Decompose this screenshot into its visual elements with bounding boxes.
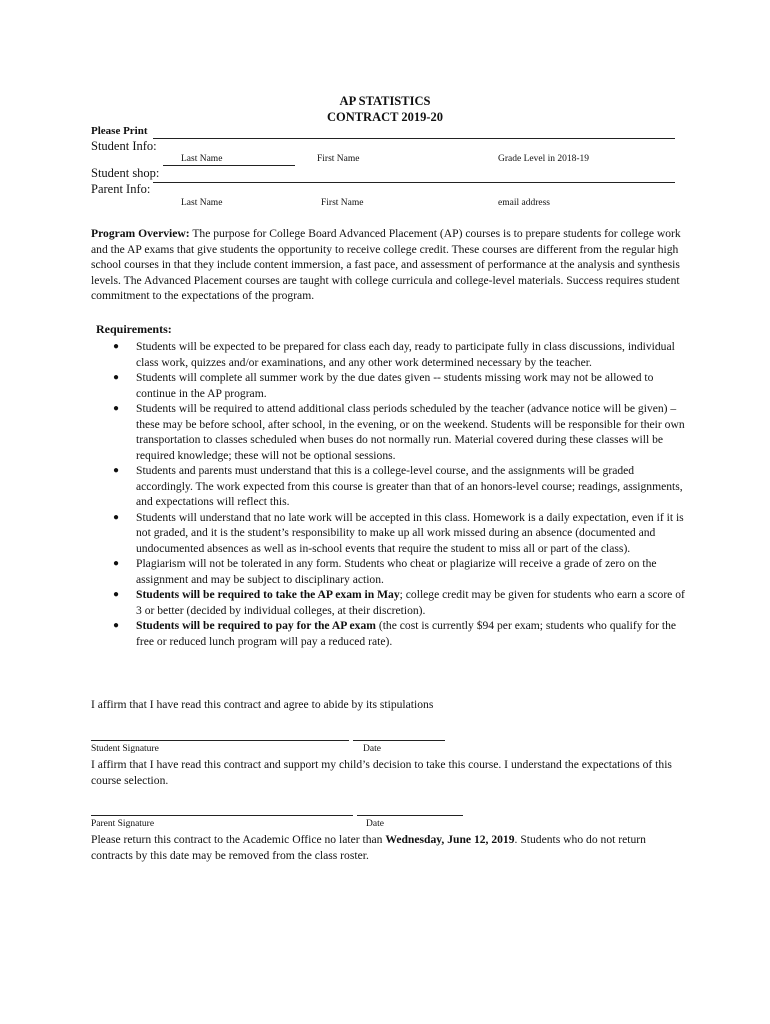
parent-info-label: Parent Info: [91,182,151,196]
requirement-bold: Students will be required to pay for the AP exam [136,619,376,632]
student-info-label: Student Info: [91,139,157,153]
student-first-name-caption: First Name [317,154,360,164]
requirement-item [91,401,691,463]
student-info-line[interactable] [153,138,675,139]
bullet-icon: ● [113,403,120,414]
student-affirmation: I affirm that I have read this contract and agree to abide by its stipulations [91,698,434,711]
parent-date-caption: Date [366,819,384,829]
bullet-icon: ● [113,372,120,383]
requirement-item [91,618,691,649]
requirement-item [91,339,691,370]
requirements-heading: Requirements: [96,322,172,336]
requirement-text: Students will complete all summer work by the due dates given -- students missing work may not be allowed to continue in the AP program. [136,371,654,400]
requirement-item [91,510,691,557]
student-date-line[interactable] [353,740,445,741]
student-shop-label: Student shop: [91,166,160,180]
parent-date-line[interactable] [357,815,463,816]
requirement-text: Students will understand that no late work will be accepted in this class. Homework is a daily expectation, even if it is not graded, and it is the student’s responsibility to make up all work missed during an absence (documented and undocumented absences as well as in-school events that require the student to miss all or part of the class). [136,510,684,555]
student-shop-line[interactable] [163,165,295,166]
requirement-text: ; college credit may be given for students who earn a score of 3 or better (decided by individual colleges, at their discretion). [136,588,685,617]
grade-level-caption: Grade Level in 2018-19 [498,154,590,164]
email-address-caption: email address [498,198,550,208]
program-overview-text: The purpose for College Board Advanced Placement (AP) courses is to prepare students for college work and the AP exams that give students the opportunity to receive college credit. These courses are different from the regular high school courses in that they include content immersion, a fast pace, and assessment of performance at the analysis and synthesis levels. The Advanced Placement courses are taught with college curricula and college-level materials. Success requires student commitment to the expectations of the program. [91,227,681,302]
requirement-text: Plagiarism will not be tolerated in any form. Students who cheat or plagiarize will receive a grade of zero on the assignment and may be subject to disciplinary action. [136,557,657,586]
document-title: AP STATISTICS [339,94,431,108]
bullet-icon: ● [113,465,120,476]
requirement-item [91,587,691,618]
requirement-bold: Students will be required to take the AP exam in May [136,588,400,601]
program-overview [91,226,681,304]
return-notice [91,832,681,863]
parent-signature-line[interactable] [91,815,353,816]
program-overview-heading: Program Overview: [91,227,190,240]
student-last-name-caption: Last Name [181,154,223,164]
return-notice-after: . Students who do not return contracts by this date may be removed from the class roster. [91,833,646,862]
requirement-text: (the cost is currently $94 per exam; students who qualify for the free or reduced lunch program will pay a reduced rate). [136,619,677,648]
document-subtitle: CONTRACT 2019-20 [326,110,444,124]
requirement-item [91,463,691,510]
return-notice-before: Please return this contract to the Academic Office no later than [91,833,386,846]
student-date-caption: Date [363,744,381,754]
bullet-icon: ● [113,558,120,569]
parent-info-line[interactable] [153,182,675,183]
bullet-icon: ● [113,341,120,352]
please-print-note: Please Print [91,125,148,137]
parent-signature-caption: Parent Signature [91,819,155,829]
requirement-text: Students will be required to attend additional class periods scheduled by the teacher (advance notice will be given) – these may be before school, after school, in the evening, or on the weekend. Students will be responsible for their own transportation to classes scheduled when buses do not normally run. Material covered during these classes will be required knowledge; these will not be optional sessions. [136,402,685,462]
requirement-text: Students will be expected to be prepared for class each day, ready to participate fully in class discussions, individual class work, quizzes and/or examinations, and any other work determined necessary by the teacher. [136,340,675,369]
parent-first-name-caption: First Name [321,198,364,208]
requirements-list [91,339,691,649]
requirement-text: Students and parents must understand that this is a college-level course, and the assignments will be graded accordingly. The work expected from this course is greater than that of an honors-level course; readings, assignments, and expectations will reflect this. [136,464,683,508]
bullet-icon: ● [113,511,120,523]
requirement-item [91,370,691,401]
return-deadline: Wednesday, June 12, 2019 [385,833,515,846]
requirement-item [91,556,691,587]
student-signature-caption: Student Signature [91,744,159,754]
student-signature-line[interactable] [91,740,349,741]
parent-affirmation: I affirm that I have read this contract and support my child’s decision to take this course. I understand the expectations of this course selection. [91,758,672,787]
bullet-icon: ● [113,620,120,631]
parent-last-name-caption: Last Name [181,198,223,208]
bullet-icon: ● [113,589,120,600]
